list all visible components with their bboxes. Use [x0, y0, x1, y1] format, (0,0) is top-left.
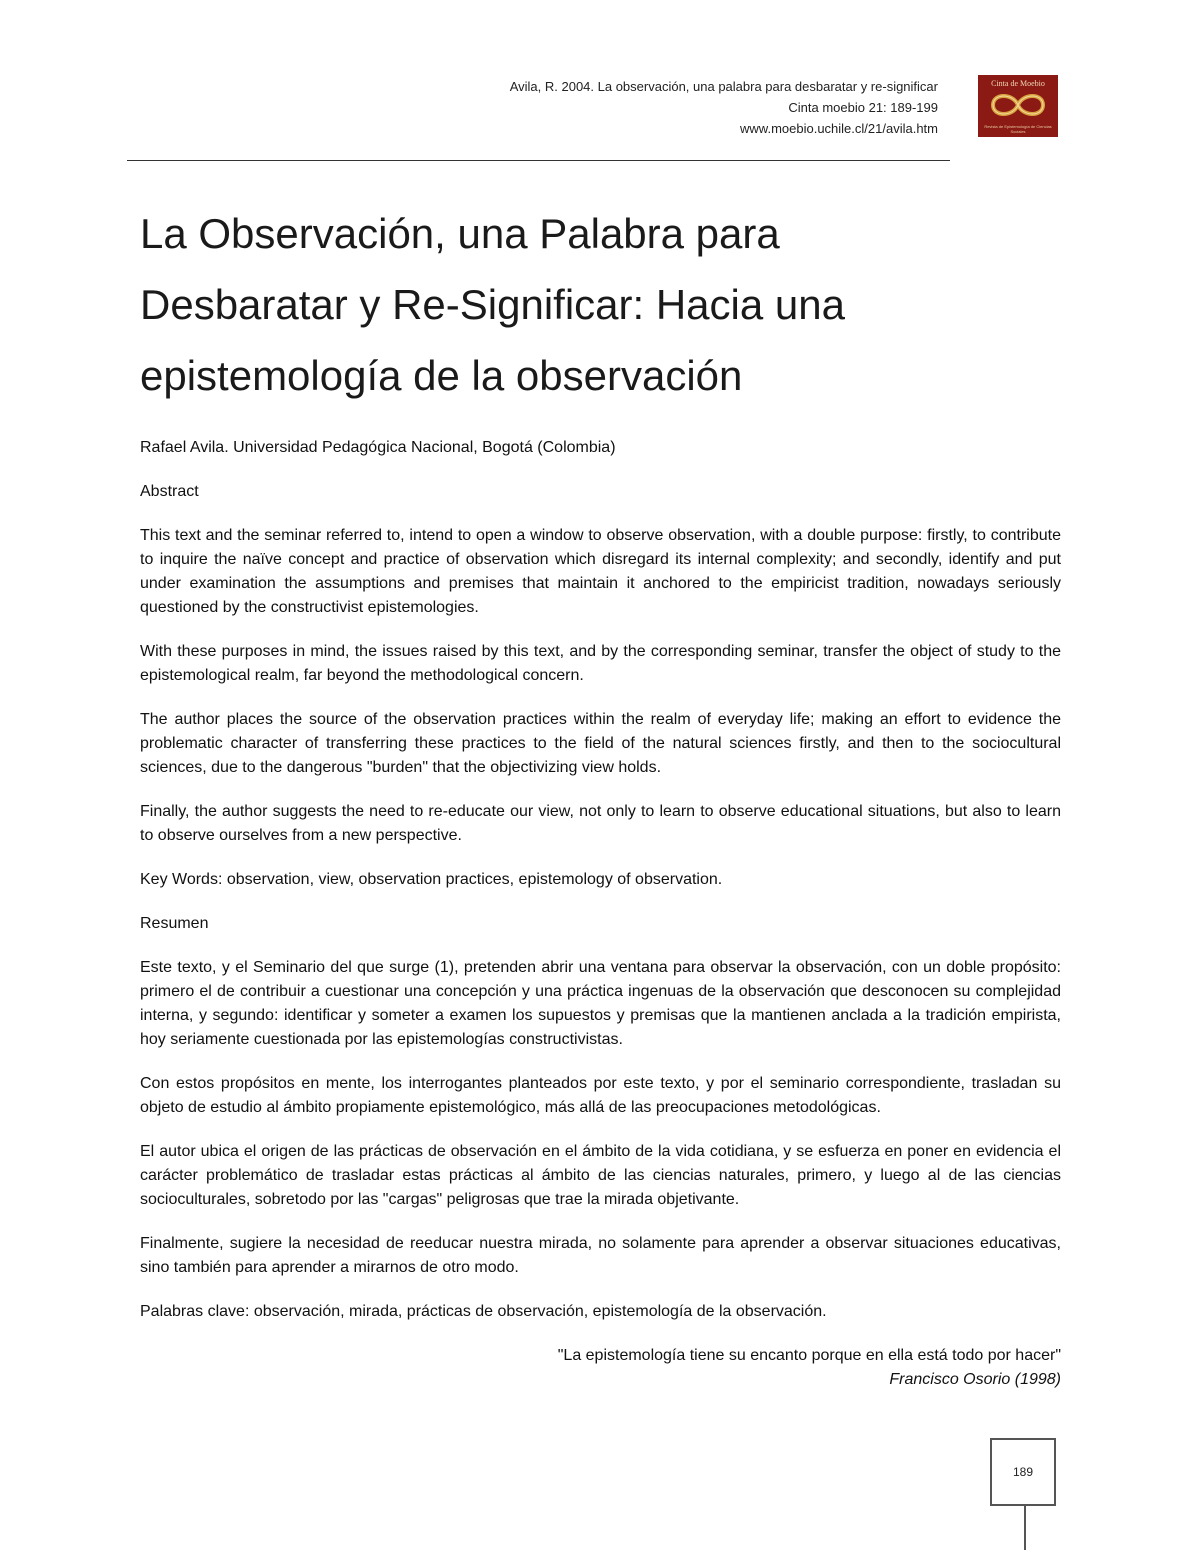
resumen-heading: Resumen: [140, 915, 209, 932]
epigraph-author: Francisco Osorio (1998): [889, 1371, 1061, 1388]
logo-subtitle: Revista de Epistemología de Ciencias Sociales: [984, 124, 1052, 134]
resumen-paragraph: Finalmente, sugiere la necesidad de reeducar nuestra mirada, no solamente para aprender a observar situaciones educativas, sino también para aprender a mirarnos de otro modo.: [140, 1235, 1061, 1276]
logo-title: Cinta de Moebio: [991, 79, 1045, 88]
header-divider: [127, 160, 950, 161]
palabras-clave: Palabras clave: observación, mirada, prácticas de observación, epistemología de la observación.: [140, 1303, 827, 1320]
url-link[interactable]: www.moebio.uchile.cl/21/avila.htm: [740, 121, 938, 136]
abstract-paragraph: The author places the source of the observation practices within the realm of everyday life; making an effort to evidence the problematic character of transferring these practices to the field of the natural sciences firstly, and then to the sociocultural sciences, due to the dangerous "burden" that the objectivizing view holds.: [140, 711, 1061, 776]
epigraph-quote: "La epistemología tiene su encanto porque en ella está todo por hacer": [557, 1347, 1061, 1364]
journal-line: Cinta moebio 21: 189-199: [788, 100, 938, 115]
article-title: [140, 198, 1040, 411]
abstract-paragraph: Finally, the author suggests the need to re-educate our view, not only to learn to observe educational situations, but also to learn to observe ourselves from a new perspective.: [140, 803, 1061, 844]
page-number: 189: [1012, 1465, 1034, 1479]
keywords: Key Words: observation, view, observation practices, epistemology of observation.: [140, 871, 723, 888]
title-line: La Observación, una Palabra para: [140, 210, 780, 257]
journal-logo: [978, 75, 1058, 137]
abstract-paragraph: With these purposes in mind, the issues raised by this text, and by the corresponding seminar, transfer the object of study to the epistemological realm, far beyond the methodological concern.: [140, 643, 1061, 684]
page-number-box: [990, 1438, 1056, 1506]
title-line: Desbaratar y Re-Significar: Hacia una: [140, 281, 845, 328]
author-affiliation: Rafael Avila. Universidad Pedagógica Nacional, Bogotá (Colombia): [140, 439, 616, 456]
page-number-connector: [1024, 1506, 1026, 1550]
resumen-paragraph: El autor ubica el origen de las prácticas de observación en el ámbito de la vida cotidiana, y se esfuerza en poner en evidencia el carácter problemático de trasladar estas prácticas al ámbito de las ciencias naturales, primero, y luego al de las ciencias socioculturales, sobretodo por las "cargas" peligrosas que trae la mirada objetivante.: [140, 1143, 1061, 1208]
moebio-strip-icon: [988, 88, 1048, 122]
abstract-heading: Abstract: [140, 483, 199, 500]
epigraph: [140, 1344, 1061, 1392]
resumen-paragraph: Este texto, y el Seminario del que surge (1), pretenden abrir una ventana para observar la observación, con un doble propósito: primero el de contribuir a cuestionar una concepción y una práctica ingenuas de la observación que desconocen su complejidad interna, y segundo: identificar y someter a examen los supuestos y premisas que la mantienen anclada a la tradición empirista, hoy seriamente cuestionada por las epistemologías constructivistas.: [140, 959, 1061, 1048]
resumen-paragraph: Con estos propósitos en mente, los interrogantes planteados por este texto, y por el seminario correspondiente, trasladan su objeto de estudio al ámbito propiamente epistemológico, más allá de las preocupaciones metodológicas.: [140, 1075, 1061, 1116]
article-body: [140, 436, 1061, 1412]
abstract-paragraph: This text and the seminar referred to, intend to open a window to observe observation, with a double purpose: firstly, to contribute to inquire the naïve concept and practice of observation which disregard its internal complexity; and secondly, identify and put under examination the assumptions and premises that maintain it anchored to the empiricist tradition, nowadays seriously questioned by the constructivist epistemologies.: [140, 527, 1061, 616]
citation-line: Avila, R. 2004. La observación, una palabra para desbaratar y re-significar: [509, 79, 938, 94]
citation-header: [510, 76, 938, 139]
title-line: epistemología de la observación: [140, 352, 743, 399]
